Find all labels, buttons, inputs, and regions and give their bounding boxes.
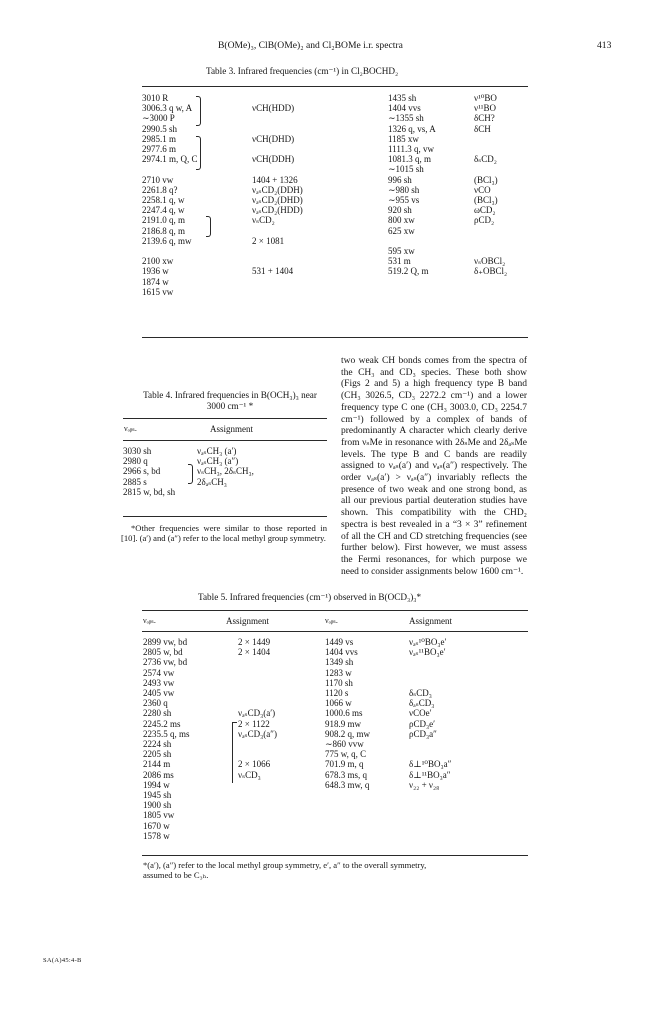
table4-top-rule — [123, 418, 327, 419]
table5-bracket — [232, 722, 237, 783]
table5-footnote — [143, 860, 529, 881]
table5-col1-cell: 2736 vw, bd — [143, 657, 188, 668]
table5-col3-cell: 775 w, q, C — [325, 749, 367, 760]
table5-col3-cell: 1283 w — [325, 667, 352, 678]
table5-col1-cell: 2245.2 ms — [143, 718, 181, 729]
table5-col3-cell: 648.3 mw, q — [325, 779, 370, 790]
table4-bottom-rule — [123, 516, 327, 517]
table5-col1-cell: 2205 sh — [143, 749, 172, 760]
table5-col2-cell: 2 × 1122 — [238, 718, 270, 729]
table5-col3-cell: 1349 sh — [325, 657, 354, 668]
table5-col4-cell: δₛCD₃ — [409, 688, 432, 698]
table3-col4-cell: (BCl₃) — [474, 195, 498, 205]
table4-assignment-cell: νₛCH₃, 2δₛCH₃, — [197, 466, 254, 477]
table3-col2-cell: νₛCD₂ — [252, 215, 275, 226]
table3-col1-cell: 2247.4 q, w — [142, 205, 185, 216]
table3-col4-cell: δₛCD₂ — [474, 154, 497, 165]
table5-col1-cell: 1805 vw — [143, 810, 175, 821]
table3-caption: Table 3. Infrared frequencies (cm⁻¹) in Cl₂BOCHD₂ — [206, 66, 399, 76]
table3-col4-cell: ν¹⁰BO — [474, 93, 497, 103]
table4-brace — [188, 464, 193, 484]
table4-obs-cell: 2885 s — [123, 476, 147, 487]
table3-col1-cell: 2974.1 m, Q, C — [142, 154, 198, 165]
table4-body — [0, 446, 340, 506]
table3-col1-cell: 2139.6 q, mw — [142, 235, 192, 246]
page-number: 413 — [597, 40, 612, 51]
table3-body — [0, 93, 672, 333]
table5-col3-cell: 908.2 q, mw — [325, 728, 370, 739]
table3-col3-cell: ∼1355 sh — [388, 113, 424, 124]
table3-col1-cell: 2261.8 q? — [142, 184, 178, 195]
table3-col2-cell: 531 + 1404 — [252, 266, 294, 277]
table3-col1-cell: 2977.6 m — [142, 144, 177, 154]
table3-col4-cell: νCO — [474, 184, 491, 195]
table3-col1-cell: 2258.1 q, w — [142, 195, 185, 205]
table5-col4-cell: ν₂₂ + ν₂₈ — [409, 779, 440, 790]
table5-col3-cell: 1000.6 ms — [325, 708, 363, 719]
table4-head-assignment: Assignment — [210, 424, 254, 434]
table3-bottom-rule — [142, 337, 528, 338]
table5-col3-cell: 678.3 ms, q — [325, 769, 368, 780]
table4-obs-cell: 2980 q — [123, 456, 148, 467]
table3-col1-cell: 3006.3 q w, A — [142, 103, 193, 114]
table3-col1-cell: 1936 w — [142, 266, 169, 277]
table3-col3-cell: 1081.3 q, m — [388, 154, 432, 165]
table3-col3-cell: 996 sh — [388, 174, 412, 185]
table3-col3-cell: 625 xw — [388, 225, 415, 236]
table5-col1-cell: 1945 sh — [143, 790, 172, 800]
table5-col1-cell: 1670 w — [143, 820, 170, 831]
table3-col1-cell: 2985.1 m — [142, 133, 177, 144]
table4-footnote: *Other frequencies were similar to those reported in [10]. (a′) and (a″) refer to the local methyl group symmetry. — [121, 523, 327, 544]
table3-col3-cell: 595 xw — [388, 246, 415, 256]
table5-col1-cell: 2574 vw — [143, 667, 175, 678]
table5-col1-cell: 2280 sh — [143, 708, 172, 719]
table5-footnote-line2: assumed to be C₃ₕ. — [143, 870, 209, 881]
table4-assignment-cell: νₐₛCH₃ (a′) — [197, 446, 237, 456]
table3-col2-cell: 2 × 1081 — [252, 235, 285, 246]
table3-col2-cell: νₐₛCD₂(DDH) — [252, 184, 303, 195]
table3-col3-cell: 920 sh — [388, 205, 412, 216]
table3-col4-cell: νₛOBCl₂ — [474, 256, 506, 267]
table5-bottom-rule — [142, 855, 528, 856]
table3-col2-cell: νCH(DDH) — [252, 154, 295, 165]
table5-col2-cell: νₐₛCD₃(a′) — [238, 708, 276, 719]
table5-col3-cell: 918.9 mw — [325, 718, 361, 729]
table5-col1-cell: 2493 vw — [143, 677, 175, 688]
table3-col3-cell: 531 m — [388, 256, 411, 267]
table4-assignment-cell: νₐₛCH₃ (a″) — [197, 456, 239, 467]
table3-col3-cell: 1111.3 q, vw — [388, 144, 434, 154]
table3-col4-cell: ν¹¹BO — [474, 103, 496, 114]
table4-obs-cell: 2815 w, bd, sh — [123, 486, 176, 497]
table5-head-obs2: νₒᵦₛ. — [325, 616, 338, 625]
table5-col1-cell: 2899 vw, bd — [143, 637, 188, 647]
table5-col3-cell: 1120 s — [325, 688, 349, 698]
running-title: B(OMe)₃, ClB(OMe)₂ and Cl₂BOMe i.r. spectra — [218, 40, 403, 51]
table5-col4-cell: δ⊥¹⁰BO₃a″ — [409, 759, 452, 770]
table5-col2-cell: 2 × 1449 — [238, 637, 271, 647]
table5-col4-cell: νCOe′ — [409, 708, 432, 719]
table3-col1-cell: 1615 vw — [142, 286, 174, 297]
table3-col2-cell: νₐₛCD₂(DHD) — [252, 195, 303, 205]
table5-col1-cell: 2405 vw — [143, 688, 175, 698]
table5-col2-cell: νₛCD₃ — [238, 769, 261, 780]
table5-caption: Table 5. Infrared frequencies (cm⁻¹) observed in B(OCD₃)₃* — [198, 592, 422, 602]
table5-col2-cell: 2 × 1404 — [238, 647, 271, 658]
table3-col1-cell: 2990.5 sh — [142, 123, 178, 134]
table3-col3-cell: 1435 sh — [388, 93, 417, 103]
table5-head-rule — [142, 631, 528, 632]
table3-col3-cell: 800 xw — [388, 215, 415, 226]
table5-col3-cell: 1066 w — [325, 698, 352, 709]
table5-col3-cell: 701.9 m, q — [325, 759, 364, 770]
table3-col3-cell: ∼1015 sh — [388, 164, 424, 175]
table3-col3-cell: 519.2 Q, m — [388, 266, 429, 277]
table3-brace-1 — [196, 96, 201, 126]
body-paragraph: two weak CH bonds comes from the spectra of the CH₃ and CD₃ species. These both show (Figs 2 and 5) a high frequency type B band (CH₃ 3026.5, CD₃ 2272.2 cm⁻¹) and a lower frequency type C one (CH₃ 3003.0, CD₃ 2254.7 cm⁻¹) followed by a complex of bands of predominantly A character which clearly derive from νₛMe in resonance with 2δₛMe and 2δₐₛMe levels. The type B and C bands are readily assigned to νₐₛ(a′) and νₐₛ(a″) respectively. The order νₐₛ(a′) > νₐₛ(a″) invariably reflects the presence of two weak and one strong bond, as all our previous partial deuteration studies have shown. This compatibility with the CHD₂ spectra is best revealed in a “3 × 3” refinement of all the CH and CD stretching frequencies (see further below). First however, we must assess the Fermi resonances, for which purpose we need to consider assignments below 1600 cm⁻¹. — [341, 356, 527, 577]
table5-footnote-line1: *(a′), (a″) refer to the local methyl group symmetry, e′, a″ to the overall symmetry, — [143, 860, 427, 870]
table3-col4-cell: δCH? — [474, 113, 495, 124]
table5-col1-cell: 2360 q — [143, 698, 168, 709]
table5-col3-cell: 1404 vvs — [325, 647, 358, 658]
table5-col2-cell: 2 × 1066 — [238, 759, 271, 770]
table5-col4-cell: δ⊥¹¹BO₃a″ — [409, 769, 451, 780]
table5-head-assignment2: Assignment — [409, 616, 453, 626]
table3-col1-cell: 2186.8 q, m — [142, 225, 186, 236]
table3-col1-cell: 1874 w — [142, 276, 169, 287]
table5-head-obs1: νₒᵦₛ. — [143, 616, 156, 625]
table3-col1-cell: 2100 xw — [142, 256, 174, 267]
table4-caption — [120, 390, 340, 412]
table3-top-rule — [142, 86, 528, 87]
table4-obs-cell: 2966 s, bd — [123, 466, 161, 477]
table3-col1-cell: ∼3000 P — [142, 113, 175, 124]
table5-col1-cell: 2144 m — [143, 759, 171, 770]
table3-col4-cell: δCH — [474, 123, 491, 134]
table5-col3-cell: 1170 sh — [325, 677, 353, 688]
table5-col4-cell: νₐₛ¹⁰BO₃e′ — [409, 637, 447, 647]
table3-col3-cell: 1404 vvs — [388, 103, 421, 114]
table5-top-rule — [142, 610, 528, 611]
table3-brace-2 — [196, 136, 201, 170]
page-footer-code: SA(A)45:4-B — [43, 957, 82, 964]
table3-col1-cell: 3010 R — [142, 93, 169, 103]
table4-caption-line2: 3000 cm⁻¹ * — [206, 401, 254, 411]
table5-col1-cell: 2224 sh — [143, 739, 172, 749]
table4-head-obs: νₒᵦₛ. — [124, 424, 137, 433]
table3-col2-cell: νCH(HDD) — [252, 103, 295, 114]
table5-col1-cell: 1900 sh — [143, 800, 172, 811]
table5-col1-cell: 1578 w — [143, 830, 170, 841]
table4-obs-cell: 3030 sh — [123, 446, 152, 456]
table5-col3-cell: 1449 vs — [325, 637, 354, 647]
table4-caption-line1: Table 4. Infrared frequencies in B(OCH₃)₃ near — [143, 390, 317, 400]
table5-col3-cell: ∼860 vvw — [325, 739, 364, 749]
table3-col2-cell: νCH(DHD) — [252, 133, 295, 144]
table5-col4-cell: ρCD₃e′ — [409, 718, 436, 729]
table5-col1-cell: 2086 ms — [143, 769, 174, 780]
table5-col1-cell: 2805 w, bd — [143, 647, 183, 658]
table3-brace-3 — [206, 216, 211, 237]
table3-col3-cell: 1326 q, vs, A — [388, 123, 436, 134]
table3-col4-cell: (BCl₃) — [474, 174, 498, 185]
table3-col4-cell: ρCD₂ — [474, 215, 495, 226]
table3-col3-cell: 1185 xw — [388, 133, 419, 144]
table5-col4-cell: δₐₛCD₃ — [409, 698, 435, 709]
table3-col2-cell: νₐₛCD₂(HDD) — [252, 205, 303, 216]
table3-col2-cell: 1404 + 1326 — [252, 174, 298, 185]
table3-col4-cell: ωCD₂ — [474, 205, 496, 216]
table3-col4-cell: δ₊OBCl₂ — [474, 266, 508, 277]
table5-col1-cell: 1994 w — [143, 779, 170, 790]
table5-col4-cell: νₐₛ¹¹BO₃e′ — [409, 647, 446, 658]
table3-col3-cell: ∼955 vs — [388, 195, 420, 205]
table5-col1-cell: 2235.5 q, ms — [143, 728, 190, 739]
table3-col1-cell: 2710 vw — [142, 174, 174, 185]
table5-head-assignment1: Assignment — [226, 616, 270, 626]
table5-body — [0, 637, 672, 847]
table4-head-rule — [123, 440, 327, 441]
table3-col3-cell: ∼980 sh — [388, 184, 420, 195]
table5-col4-cell: ρCD₃a″ — [409, 728, 437, 739]
table3-col1-cell: 2191.0 q, m — [142, 215, 186, 226]
table4-assignment-cell: 2δₐₛCH₃ — [197, 476, 227, 487]
table5-col2-cell: νₐₛCD₃(a″) — [238, 728, 277, 739]
